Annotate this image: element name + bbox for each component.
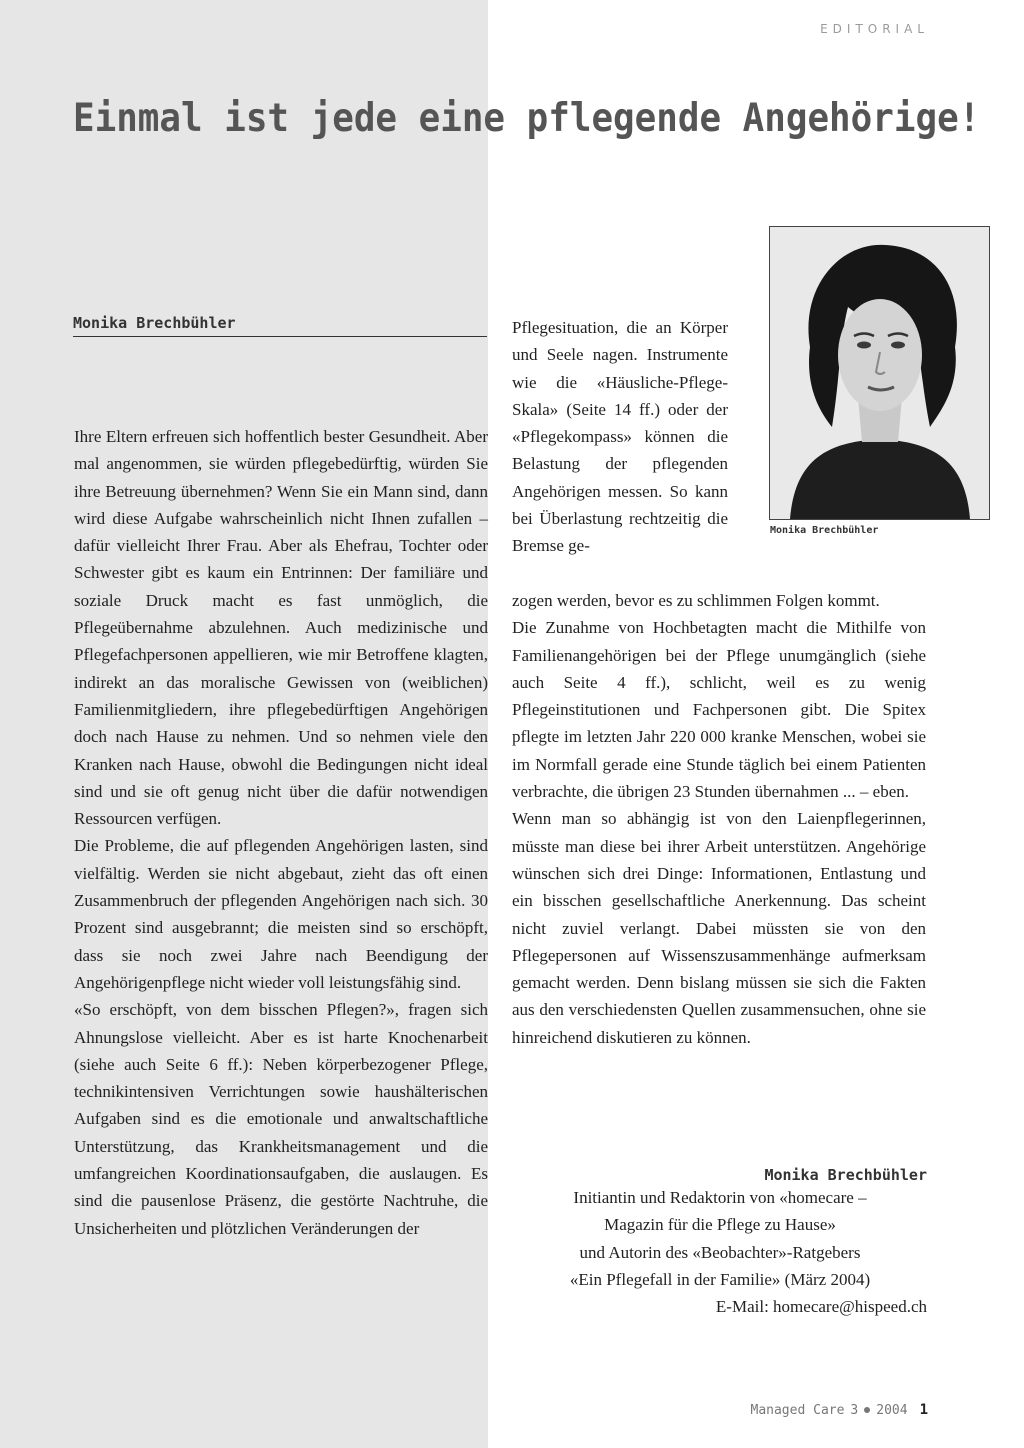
article-title: Einmal ist jede eine pflegende Angehörige! (73, 96, 981, 141)
signature-name: Monika Brechbühler (764, 1166, 927, 1184)
paragraph: Pflegesituation, die an Körper und Seele nagen. Instrumente wie die «Häusliche-Pflege-Skala» (Seite 14 ff.) oder der «Pflegekompass» können die Belastung der pflegenden Angehörigen messen. So kann bei Überlastung rechtzeitig die Bremse ge- (512, 318, 728, 556)
signature-block (513, 1166, 927, 1320)
section-label: EDITORIAL (820, 22, 929, 36)
column-2-top (512, 314, 728, 560)
signature-line: Magazin für die Pflege zu Hause» (604, 1215, 836, 1235)
signature-email: E-Mail: homecare@hispeed.ch (715, 1297, 927, 1317)
column-2 (512, 587, 926, 1051)
author-byline: Monika Brechbühler (73, 314, 487, 337)
issue-number: 3 (850, 1402, 859, 1418)
paragraph: «So erschöpft, von dem bisschen Pflegen?», fragen sich Ahnungslose vielleicht. Aber es ist harte Knochenarbeit (siehe auch Seite 6 ff.): Neben körperbezogener Pflege, technikintensiven Verrichtungen sowie haushälterischen Aufgaben sind es die emotionale und anwaltschaftliche Unterstützung, das Krankheitsmanagement und die umfangreichen Koordinationsaufgaben, die auslaugen. Es sind die pausenlose Präsenz, die gestörte Nachtruhe, die Unsicherheiten und plötzlichen Veränderungen der (74, 1000, 488, 1238)
paragraph: Wenn man so abhängig ist von den Laienpflegerinnen, müsste man diese bei ihrer Arbeit unterstützen. Angehörige wünschen sich drei Dinge: Informationen, Entlastung und ein bisschen gesellschaftliche Anerkennung. Das scheint nicht zuviel verlangt. Dabei müssten sie von den Pflegepersonen auf Wissenszusammenhänge aufmerksam gemacht werden. Denn bislang müssen sie sich die Fakten aus den verschiedensten Quellen zusammensuchen, ohne sie hinreichend diskutieren zu können. (512, 809, 926, 1047)
portrait-image (770, 227, 989, 519)
signature-line: Initiantin und Redaktorin von «homecare – (573, 1188, 867, 1207)
photo-caption: Monika Brechbühler (770, 525, 879, 536)
column-1 (74, 423, 488, 1242)
page-footer (751, 1402, 929, 1418)
author-photo (769, 226, 990, 520)
paragraph: zogen werden, bevor es zu schlimmen Folgen kommt. (512, 591, 880, 610)
paragraph: Die Probleme, die auf pflegenden Angehörigen lasten, sind vielfältig. Werden sie nicht abgebaut, zieht das oft einen Zusammenbruch der pflegenden Angehörigen nach sich. 30 Prozent sind ausgebrannt; die meisten sind so erschöpft, dass sie noch zwei Jahre nach Beendigung der Angehörigenpflege nicht wieder voll leistungsfähig sind. (74, 836, 488, 992)
paragraph: Ihre Eltern erfreuen sich hoffentlich bester Gesundheit. Aber mal angenommen, sie würden pflegebedürftig, würden Sie ihre Betreuung übernehmen? Wenn Sie ein Mann sind, dann wird diese Aufgabe wahrscheinlich nicht Ihnen zufallen – dafür vielleicht Ihrer Frau. Aber als Ehefrau, Tochter oder Schwester gibt es kaum ein Entrinnen: Der familiäre und soziale Druck macht es fast unmöglich, die Pflegeübernahme abzulehnen. Auch medizinische und Pflegefachpersonen appellieren, wie mir Betroffene klagten, indirekt an das moralische Gewissen von (weiblichen) Familienmitgliedern, ihre pflegebedürftigen Angehörigen doch nach Hause zu nehmen. Und so nehmen viele den Kranken nach Hause, obwohl die Bedingungen nicht ideal sind und sie oft genug nicht über die dafür notwendigen Ressourcen verfügen. (74, 427, 488, 829)
journal-name: Managed Care (750, 1402, 845, 1418)
page-number: 1 (919, 1402, 928, 1418)
signature-line: «Ein Pflegefall in der Familie» (März 2004) (569, 1269, 871, 1289)
issue-year: 2004 (876, 1402, 908, 1418)
bullet-icon (864, 1407, 870, 1413)
paragraph: Die Zunahme von Hochbetagten macht die Mithilfe von Familienangehörigen bei der Pflege unumgänglich (siehe auch Seite 4 ff.), schlicht, weil es zu wenig Pflegeinstitutionen und Fachpersonen gibt. Die Spitex pflegte im letzten Jahr 220 000 kranke Menschen, wobei sie im Normfall gerade eine Stunde täglich bei einem Patienten verbrachte, die übrigen 23 Stunden übernahmen ... – eben. (512, 618, 926, 802)
signature-line: und Autorin des «Beobachter»-Ratgebers (579, 1242, 861, 1262)
